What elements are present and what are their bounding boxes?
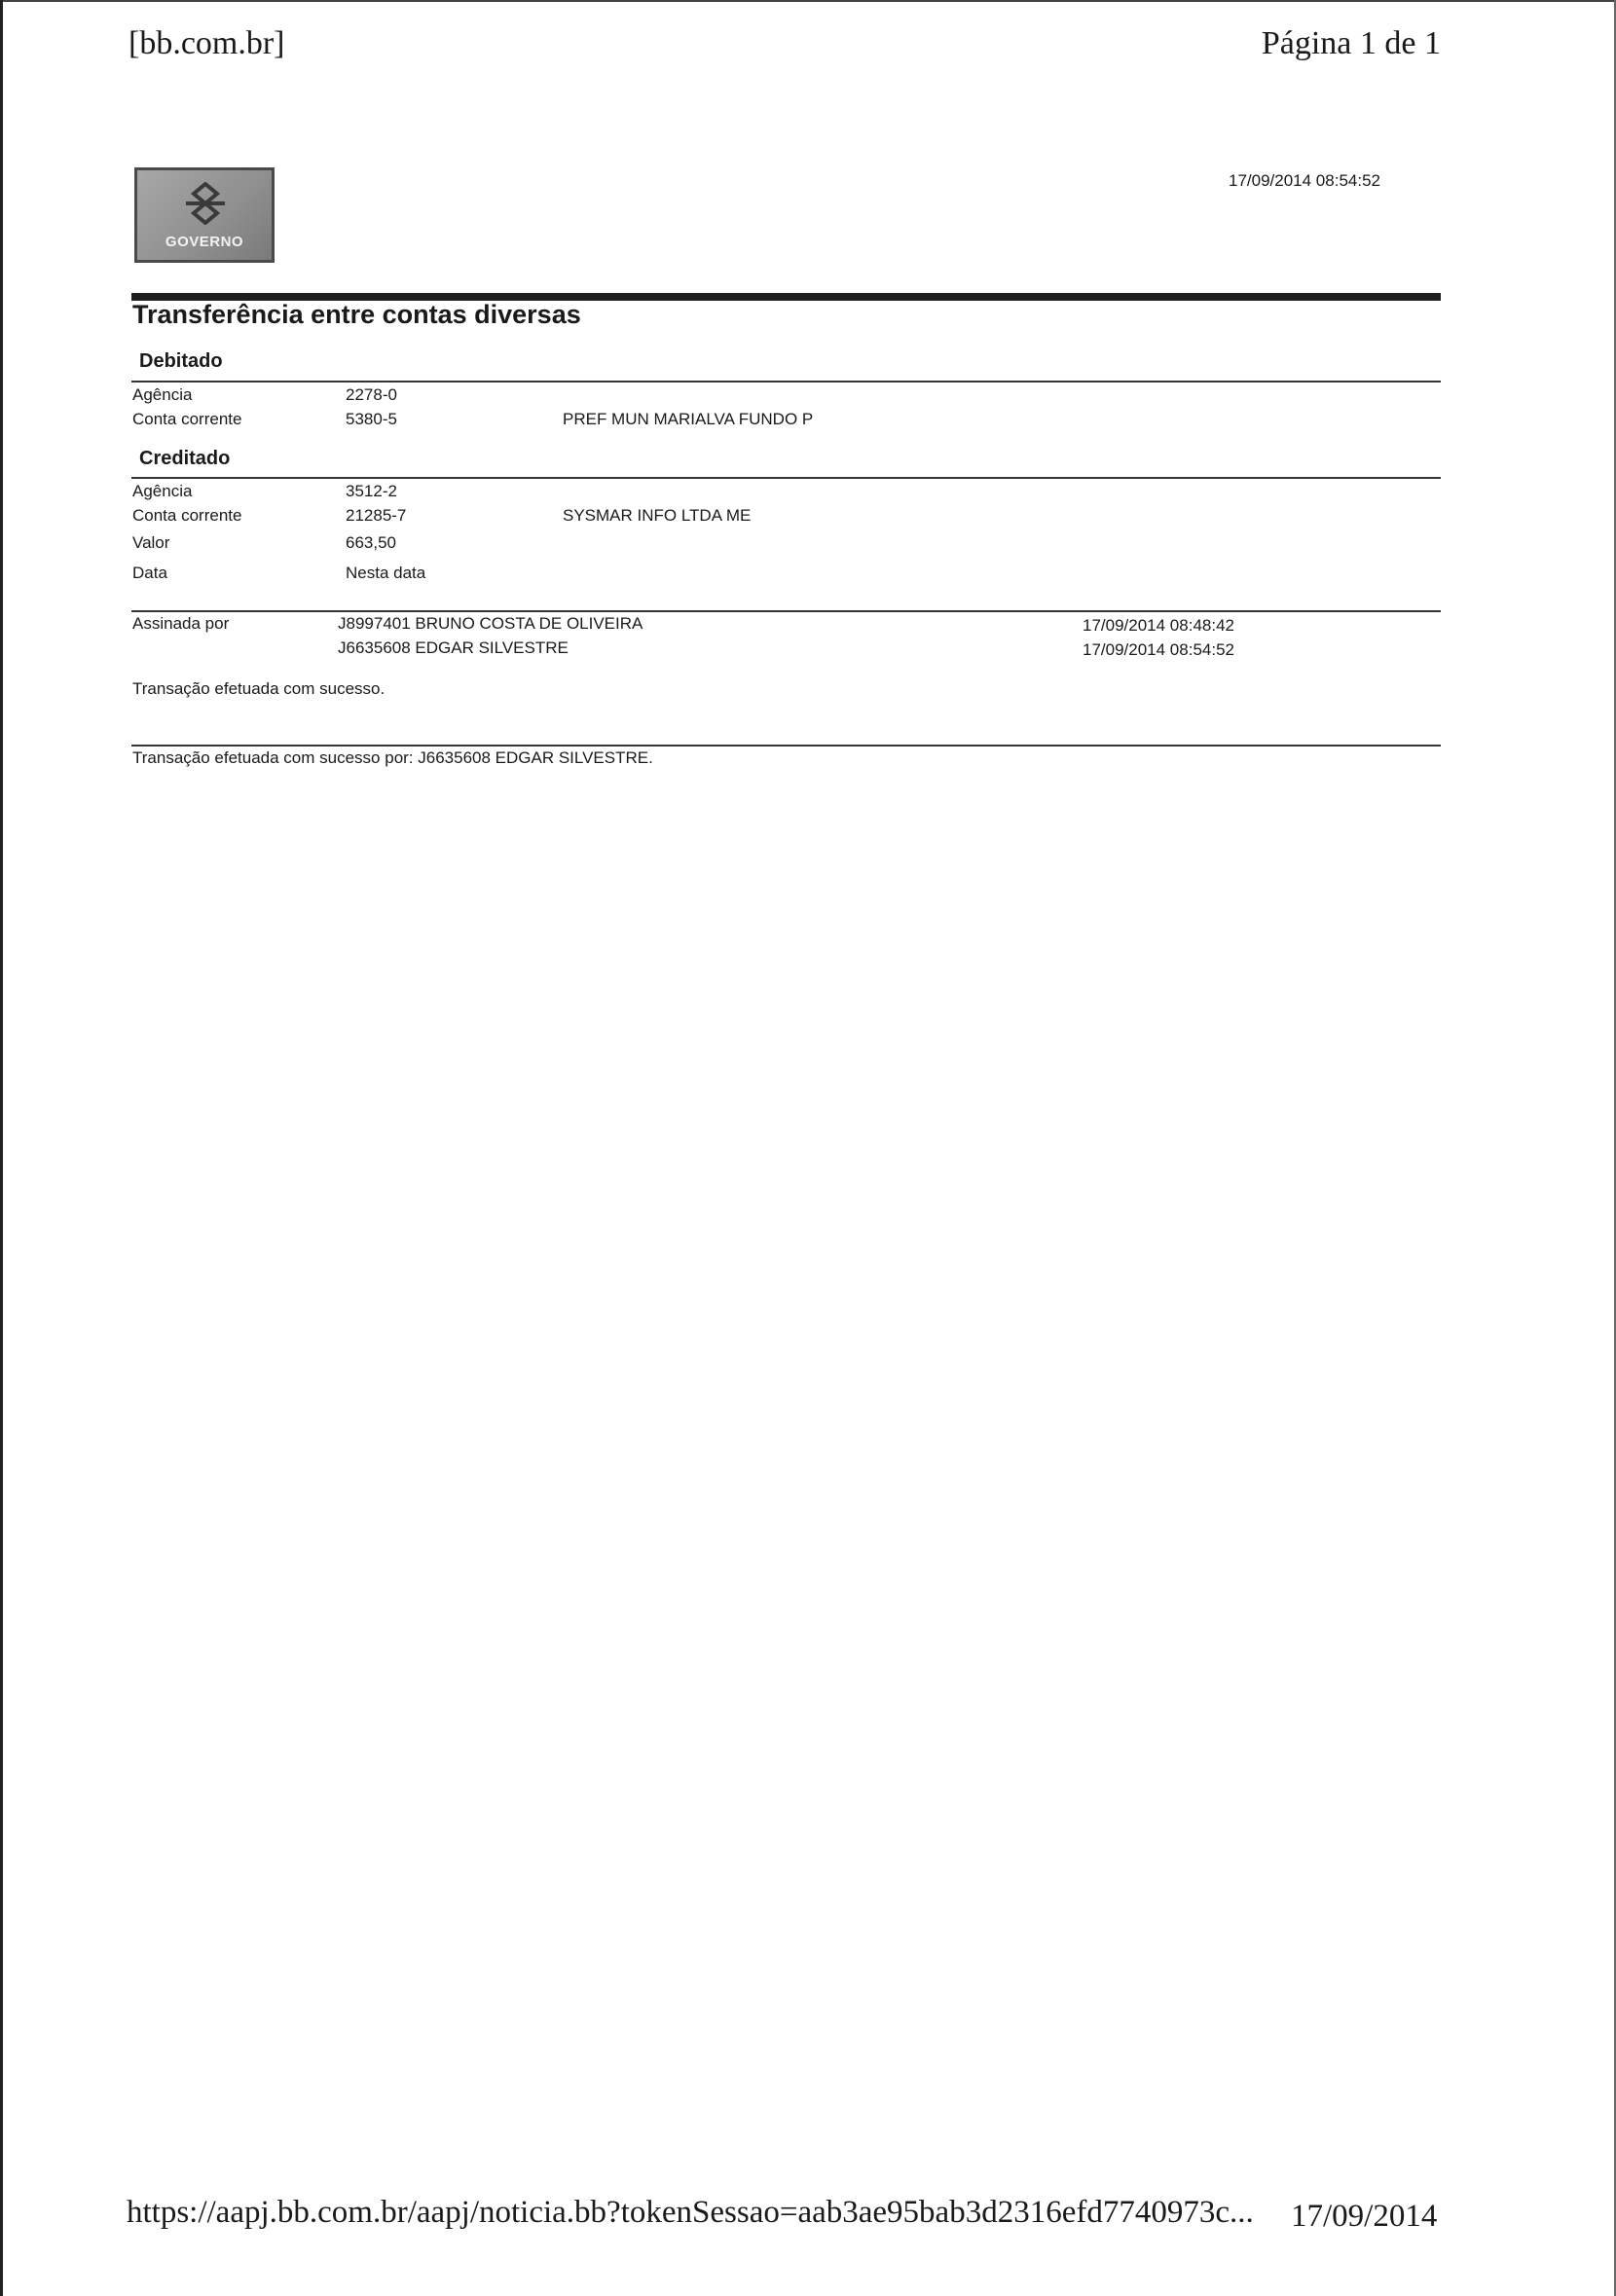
valor-value: 663,50 [346,533,396,552]
debitado-titular: PREF MUN MARIALVA FUNDO P [563,410,814,428]
page-title: Transferência entre contas diversas [132,300,581,329]
status-message: Transação efetuada com sucesso. [132,679,386,698]
browser-header-page-number: Página 1 de 1 [1261,25,1441,61]
creditado-titular: SYSMAR INFO LTDA ME [563,506,752,525]
browser-header-site: [bb.com.br] [129,25,285,61]
creditado-rule [131,477,1441,479]
debitado-rule [131,381,1441,383]
signer-timestamp: 17/09/2014 08:54:52 [1083,640,1234,659]
bank-emblem-icon [180,182,231,225]
creditado-agencia-label: Agência [132,482,193,500]
status-footer: Transação efetuada com sucesso por: J6635608 EDGAR SILVESTRE. [132,748,653,767]
data-label: Data [132,564,167,582]
logo-text: GOVERNO [165,234,244,250]
scan-edge-left [0,0,3,2296]
debitado-heading: Debitado [139,350,223,372]
debitado-agencia-value: 2278-0 [346,385,397,404]
status-footer-rule [131,745,1441,747]
debitado-conta-value: 5380-5 [346,410,397,428]
footer-date: 17/09/2014 [1291,2199,1438,2234]
page-timestamp: 17/09/2014 08:54:52 [1229,171,1380,190]
bank-logo [134,167,275,263]
footer-url: https://aapj.bb.com.br/aapj/noticia.bb?tokenSessao=aab3ae95bab3d2316efd7740973c... [127,2195,1254,2230]
creditado-conta-label: Conta corrente [132,506,242,525]
creditado-heading: Creditado [139,448,231,469]
scan-edge-top [0,0,1616,2]
debitado-conta-label: Conta corrente [132,410,242,428]
valor-label: Valor [132,533,170,552]
creditado-agencia-value: 3512-2 [346,482,397,500]
creditado-conta-value: 21285-7 [346,506,407,525]
assinatura-rule [131,610,1441,612]
assinada-por-label: Assinada por [132,614,230,633]
debitado-agencia-label: Agência [132,385,193,404]
signer-timestamp: 17/09/2014 08:48:42 [1083,616,1234,635]
signer-name: J6635608 EDGAR SILVESTRE [338,638,569,657]
data-value: Nesta data [346,564,426,582]
signer-name: J8997401 BRUNO COSTA DE OLIVEIRA [338,614,643,633]
